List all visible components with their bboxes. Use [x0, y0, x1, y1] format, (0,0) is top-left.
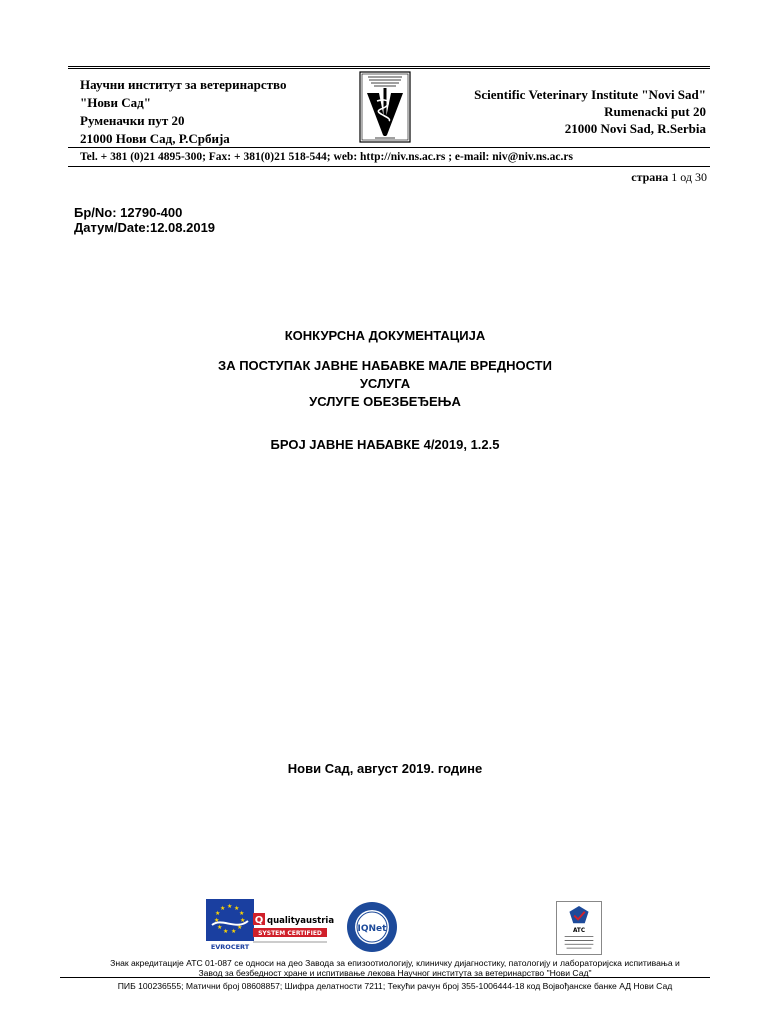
accreditation-line: Знак акредитације АТС 01-087 се односи на део Завода за епизоотиологију, клиничку дијагностику, патологију и лабораторијска испитивања и: [110, 958, 680, 968]
header-bottom-rule: [68, 166, 710, 167]
place-date: Нови Сад, август 2019. године: [287, 761, 483, 776]
accreditation-line: Завод за безбедност хране и испитивање лекова Научног института за ветеринарство "Нови Сад": [198, 968, 592, 978]
contact-line: Tel. + 381 (0)21 4895-300; Fax: + 381(0)21 518-544; web: http://niv.ns.ac.rs ; e-mail: niv@niv.ns.ac.rs: [80, 151, 573, 163]
title-heading: КОНКУРСНА ДОКУМЕНТАЦИЈА: [284, 328, 486, 343]
address-line: Scientific Veterinary Institute "Novi Sad": [474, 87, 706, 102]
svg-text:★: ★: [234, 905, 240, 912]
institute-address-sr: [80, 76, 286, 148]
title-line: ЗА ПОСТУПАК ЈАВНЕ НАБАВКЕ МАЛЕ ВРЕДНОСТИ: [218, 358, 552, 373]
page-count: 1 од 30: [668, 170, 707, 184]
qa-brand: qualityaustria: [267, 916, 335, 926]
page-label: страна: [631, 170, 669, 184]
address-line: 21000 Нови Сад, Р.Србија: [80, 131, 230, 146]
footer-rule: [60, 977, 710, 978]
svg-text:★: ★: [214, 917, 220, 924]
svg-text:★: ★: [239, 910, 245, 917]
address-line: Руменачки пут 20: [80, 113, 185, 128]
ats-accreditation-logo: [556, 901, 602, 955]
header-mid-rule: [68, 147, 710, 148]
title-line: УСЛУГЕ ОБЕЗБЕЂЕЊА: [309, 394, 461, 409]
quality-austria-logo: [253, 911, 335, 949]
procurement-number: БРОЈ ЈАВНЕ НАБАВКЕ 4/2019, 1.2.5: [270, 437, 500, 452]
institute-logo: [359, 71, 411, 143]
svg-text:★: ★: [217, 924, 223, 931]
document-number: Бр/No: 12790-400: [74, 205, 183, 220]
title-line: УСЛУГА: [359, 376, 411, 391]
address-line: Научни институт за ветеринарство: [80, 77, 287, 92]
svg-text:★: ★: [227, 903, 233, 910]
bank-details: ПИБ 100236555; Матични број 08608857; Шифра делатности 7211; Текући рачун број 355-1006444-18 код Војвођанске банке АД Нови Сад: [117, 981, 673, 991]
qa-sub: SYSTEM CERTIFIED: [258, 930, 322, 937]
svg-text:★: ★: [220, 905, 226, 912]
svg-text:★: ★: [223, 928, 229, 935]
document-date: Датум/Date:12.08.2019: [74, 220, 216, 235]
ats-label: ATC: [572, 927, 586, 934]
address-line: "Нови Сад": [80, 95, 151, 110]
iqnet-logo: [346, 901, 398, 953]
document-meta: [74, 205, 215, 235]
address-line: 21000 Novi Sad, R.Serbia: [564, 121, 706, 136]
certification-logos: [0, 897, 770, 957]
svg-text:★: ★: [215, 910, 221, 917]
svg-text:★: ★: [231, 928, 237, 935]
institute-address-en: [474, 86, 706, 137]
svg-text:★: ★: [240, 917, 246, 924]
header-top-rule: [68, 66, 710, 69]
address-line: Rumenacki put 20: [604, 104, 706, 119]
evrocert-label: EVROCERT: [210, 943, 250, 951]
evrocert-logo: [206, 899, 254, 953]
title-procedure: [0, 357, 770, 411]
svg-text:★: ★: [237, 924, 243, 931]
page-number: [631, 170, 707, 185]
svg-text:Q: Q: [254, 915, 264, 926]
accreditation-note: [60, 958, 730, 978]
iqnet-label: IQNet: [357, 924, 387, 934]
